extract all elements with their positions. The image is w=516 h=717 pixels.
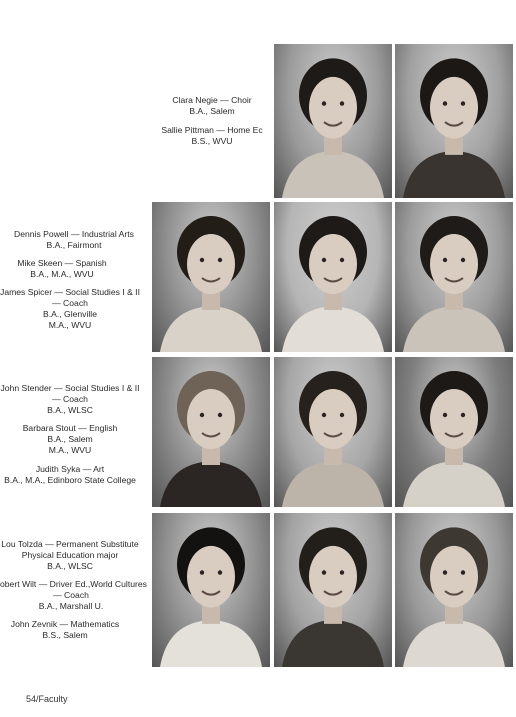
portrait-silhouette xyxy=(274,357,392,507)
face xyxy=(309,234,357,294)
portrait-silhouette xyxy=(152,513,270,667)
caption-james-spicer xyxy=(0,287,140,331)
caption-degree: B.A., M.A., Edinboro State College xyxy=(4,475,136,485)
caption-john-stender xyxy=(0,383,140,416)
shirt xyxy=(160,306,262,352)
caption-degree: M.A., WVU xyxy=(48,320,92,330)
caption-name: Dennis Powell — Industrial Arts xyxy=(14,229,134,239)
eye xyxy=(443,258,447,262)
caption-lou-tolzda xyxy=(0,539,140,572)
eye xyxy=(340,413,344,417)
eye xyxy=(322,570,326,575)
caption-name: John Stender — Social Studies I & II xyxy=(0,383,140,393)
shirt xyxy=(403,620,505,667)
caption-name: Mike Skeen — Spanish xyxy=(17,258,107,268)
shirt xyxy=(282,151,384,198)
caption-name: Sallie Pittman — Home Ec xyxy=(161,125,263,135)
caption-degree: M.A., WVU xyxy=(48,445,92,455)
eye xyxy=(322,413,326,417)
portrait-silhouette xyxy=(395,202,513,352)
eye xyxy=(461,570,465,575)
shirt xyxy=(403,151,505,198)
eye xyxy=(340,258,344,262)
portrait-silhouette xyxy=(395,513,513,667)
eye xyxy=(443,101,447,106)
photo-james-spicer xyxy=(395,202,513,352)
face xyxy=(430,546,478,608)
eye xyxy=(443,413,447,417)
portrait-silhouette xyxy=(274,513,392,667)
caption-mike-skeen xyxy=(0,258,124,280)
photo-sallie-pittman xyxy=(395,44,513,198)
caption-dennis-powell xyxy=(0,229,148,251)
photo-lou-tolzda xyxy=(152,513,270,667)
eye xyxy=(340,101,344,106)
caption-robert-wilt xyxy=(0,579,147,612)
caption-degree: B.A., WLSC xyxy=(47,405,93,415)
eye xyxy=(218,413,222,417)
face xyxy=(309,389,357,449)
caption-name: Judith Syka — Art xyxy=(35,464,105,474)
photo-barbara-stout xyxy=(274,357,392,507)
face xyxy=(187,389,235,449)
face xyxy=(430,234,478,294)
shirt xyxy=(282,306,384,352)
caption-degree: B.A., WLSC xyxy=(47,561,93,571)
eye xyxy=(218,258,222,262)
caption-degree: B.A., Salem xyxy=(189,106,235,116)
portrait-silhouette xyxy=(395,44,513,198)
caption-sallie-pittman xyxy=(150,125,274,147)
eye xyxy=(218,570,222,575)
caption-clara-negie xyxy=(162,95,262,117)
eye xyxy=(340,570,344,575)
caption-degree: B.A., Marshall U. xyxy=(38,601,104,611)
shirt xyxy=(282,620,384,667)
portrait-silhouette xyxy=(274,202,392,352)
eye xyxy=(322,258,326,262)
photo-robert-wilt xyxy=(274,513,392,667)
face xyxy=(309,546,357,608)
eye xyxy=(200,413,204,417)
caption-role: — Coach xyxy=(53,590,89,600)
eye xyxy=(200,258,204,262)
face xyxy=(309,77,357,139)
caption-degree: B.A., Fairmont xyxy=(46,240,102,250)
caption-degree: B.A., M.A., WVU xyxy=(30,269,94,279)
caption-major: Physical Education major xyxy=(21,550,119,560)
face xyxy=(430,389,478,449)
photo-john-stender xyxy=(152,357,270,507)
caption-degree: B.S., WVU xyxy=(191,136,233,146)
caption-name: Clara Negie — Choir xyxy=(172,95,252,105)
shirt xyxy=(282,461,384,507)
eye xyxy=(461,258,465,262)
caption-judith-syka xyxy=(0,464,140,486)
caption-name: Barbara Stout — English xyxy=(22,423,118,433)
face xyxy=(430,77,478,139)
photo-john-zevnik xyxy=(395,513,513,667)
caption-role: — Coach xyxy=(52,394,88,404)
caption-degree: B.S., Salem xyxy=(42,630,88,640)
face xyxy=(187,546,235,608)
caption-name: obert Wilt — Driver Ed.,World Cultures xyxy=(0,579,147,589)
eye xyxy=(461,413,465,417)
face xyxy=(187,234,235,294)
caption-name: John Zevnik — Mathematics xyxy=(10,619,120,629)
photo-clara-negie xyxy=(274,44,392,198)
photo-judith-syka xyxy=(395,357,513,507)
eye xyxy=(443,570,447,575)
caption-john-zevnik xyxy=(0,619,130,641)
caption-name: James Spicer — Social Studies I & II xyxy=(0,287,140,297)
caption-degree: B.A., Salem xyxy=(47,434,93,444)
photo-dennis-powell xyxy=(152,202,270,352)
shirt xyxy=(160,461,262,507)
eye xyxy=(322,101,326,106)
caption-name: Lou Tolzda — Permanent Substitute xyxy=(1,539,139,549)
portrait-silhouette xyxy=(152,357,270,507)
page-folio: 54/Faculty xyxy=(26,694,68,704)
portrait-silhouette xyxy=(274,44,392,198)
portrait-silhouette xyxy=(395,357,513,507)
shirt xyxy=(160,620,262,667)
eye xyxy=(200,570,204,575)
eye xyxy=(461,101,465,106)
portrait-silhouette xyxy=(152,202,270,352)
caption-role: — Coach xyxy=(52,298,88,308)
photo-mike-skeen xyxy=(274,202,392,352)
caption-degree: B.A., Glenville xyxy=(43,309,97,319)
caption-barbara-stout xyxy=(0,423,140,456)
shirt xyxy=(403,461,505,507)
shirt xyxy=(403,306,505,352)
